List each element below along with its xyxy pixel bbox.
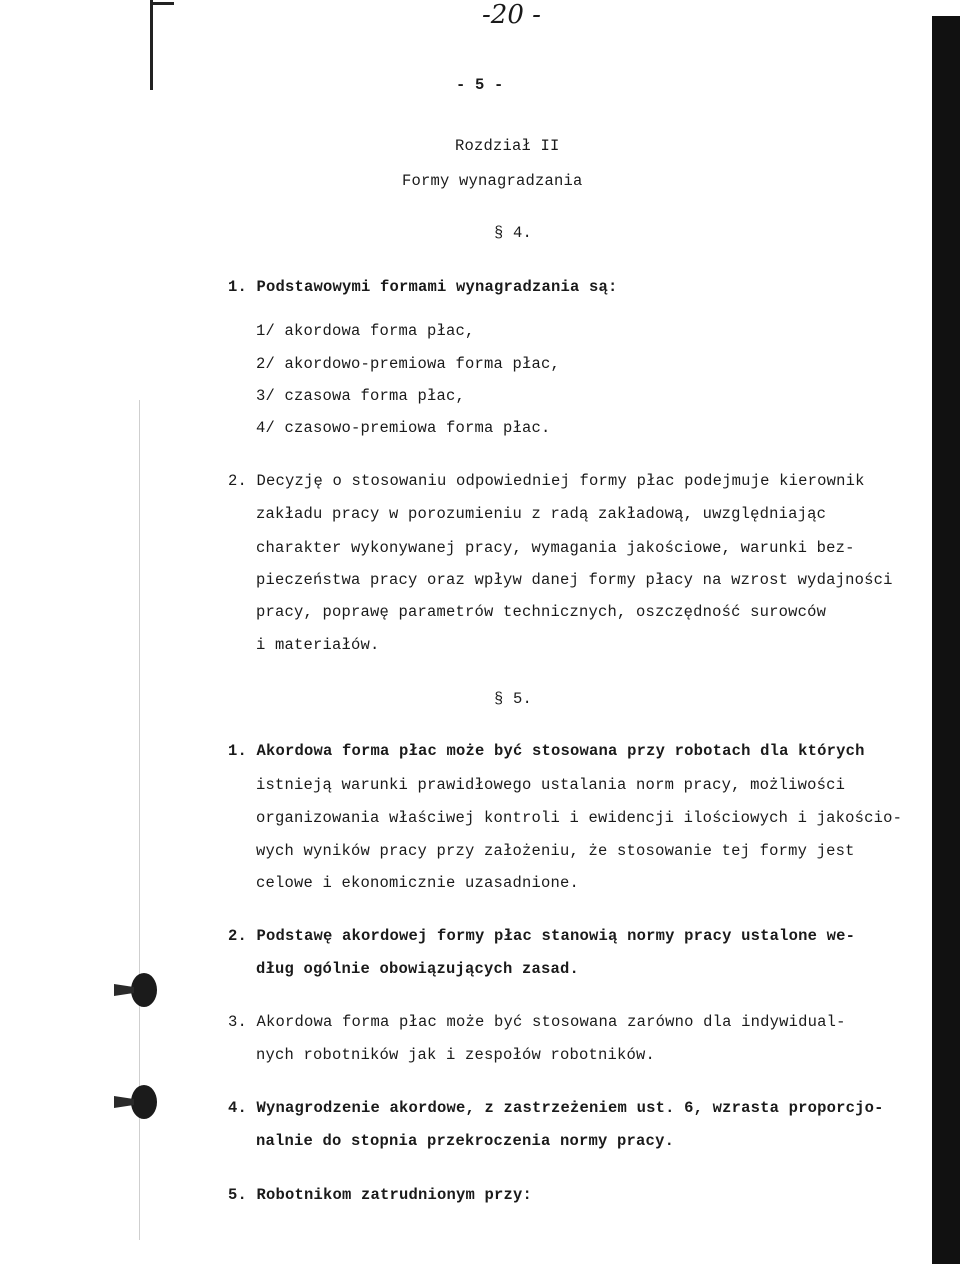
paragraph-5-4-line: 4. Wynagrodzenie akordowe, z zastrzeżeniem ust. 6, wzrasta proporcjo- (228, 1099, 884, 1117)
list-item: 1/ akordowa forma płac, (256, 322, 475, 340)
section-heading-5: § 5. (494, 690, 533, 708)
paragraph-4-2-line: pracy, poprawę parametrów technicznych, oszczędność surowców (256, 603, 827, 621)
scan-edge-right (932, 16, 960, 1264)
paragraph-4-1: 1. Podstawowymi formami wynagradzania są: (228, 278, 618, 296)
scan-edge-left (150, 0, 153, 90)
paragraph-5-2-line: dług ogólnie obowiązujących zasad. (256, 960, 580, 978)
binding-pin-icon (112, 968, 162, 1012)
list-item: 2/ akordowo-premiowa forma płac, (256, 355, 561, 373)
paragraph-4-2-line: charakter wykonywanej pracy, wymagania jakościowe, warunki bez- (256, 539, 855, 557)
chapter-title: Formy wynagradzania (402, 172, 583, 190)
page-number: - 5 - (456, 76, 504, 94)
paragraph-5-1-line: wych wyników pracy przy założeniu, że stosowanie tej formy jest (256, 842, 855, 860)
section-heading-4: § 4. (494, 224, 533, 242)
paragraph-5-3-line: 3. Akordowa forma płac może być stosowana zarówno dla indywidual- (228, 1013, 846, 1031)
paragraph-5-3-line: nych robotników jak i zespołów robotników. (256, 1046, 656, 1064)
paragraph-5-1-line: 1. Akordowa forma płac może być stosowana przy robotach dla których (228, 742, 865, 760)
paragraph-5-1-line: istnieją warunki prawidłowego ustalania norm pracy, możliwości (256, 776, 846, 794)
list-item: 4/ czasowo-premiowa forma płac. (256, 419, 551, 437)
scan-edge-top (150, 2, 174, 5)
paragraph-5-4-line: nalnie do stopnia przekroczenia normy pracy. (256, 1132, 675, 1150)
paragraph-4-2-line: 2. Decyzję o stosowaniu odpowiedniej formy płac podejmuje kierownik (228, 472, 865, 490)
handwritten-page-number: -20 - (482, 0, 541, 30)
paragraph-5-5-line: 5. Robotnikom zatrudnionym przy: (228, 1186, 533, 1204)
paragraph-4-2-line: pieczeństwa pracy oraz wpływ danej formy płacy na wzrost wydajności (256, 571, 893, 589)
paragraph-5-1-line: organizowania właściwej kontroli i ewidencji ilościowych i jakościo- (256, 809, 903, 827)
list-item: 3/ czasowa forma płac, (256, 387, 466, 405)
paragraph-4-2-line: zakładu pracy w porozumieniu z radą zakładową, uwzględniając (256, 505, 827, 523)
binding-pin-icon (112, 1080, 162, 1124)
paragraph-5-2-line: 2. Podstawę akordowej formy płac stanowią normy pracy ustalone we- (228, 927, 856, 945)
paragraph-4-2-line: i materiałów. (256, 636, 380, 654)
chapter-heading: Rozdział II (455, 137, 560, 155)
paragraph-5-1-line: celowe i ekonomicznie uzasadnione. (256, 874, 580, 892)
